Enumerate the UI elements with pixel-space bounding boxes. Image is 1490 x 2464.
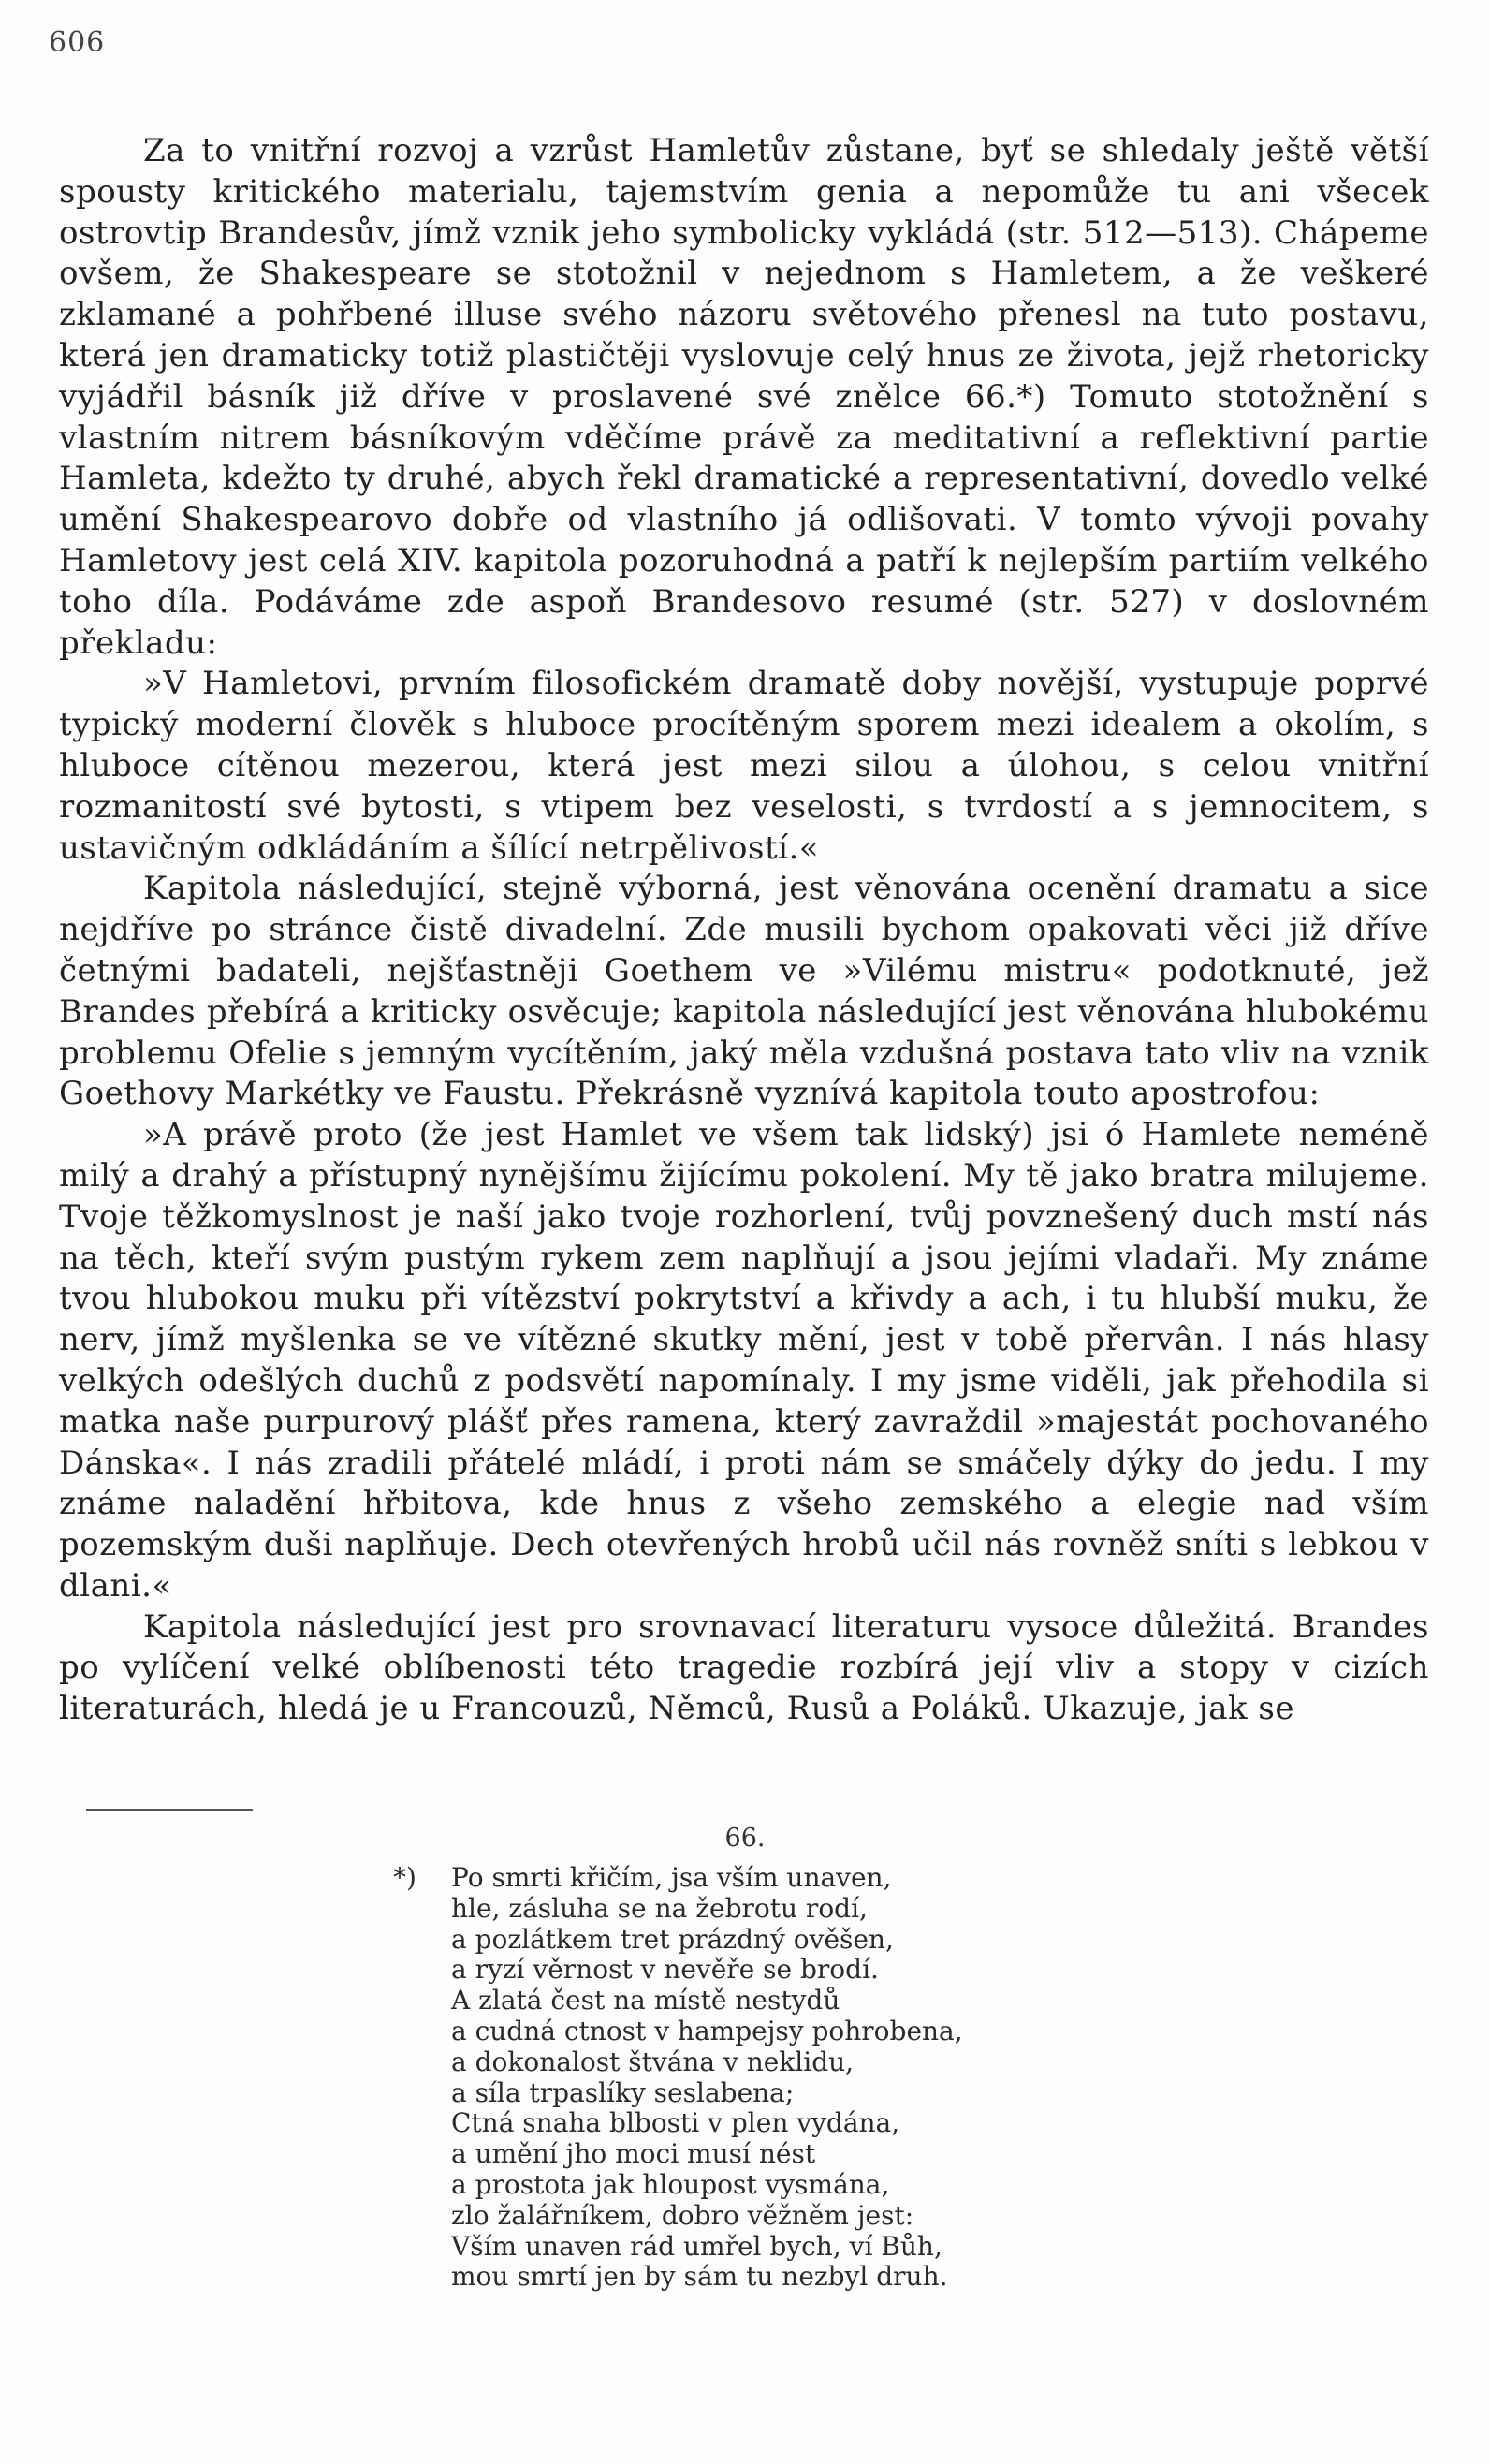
- paragraph-apostrophe-quote: »A právě proto (že jest Hamlet ve všem tak lidský) jsi ó Hamlete neméně milý a drahý a přístupný nynějšímu žijícímu pokolení. My tě jako bratra milujeme. Tvoje těžkomyslnost je naší jako tvoje rozhorlení, tvůj povznešený duch mstí nás na těch, kteří svým pustým rykem zem naplňují a jsou jejími vladaři. My známe tvou hlubokou muku při vítězství pokrytství a křivdy a ach, i tu hlubší muku, že nerv, jímž myšlenka se ve vítězné skutky mění, jest v tobě přervân. I nás hlasy velkých odešlých duchů z podsvětí napomínaly. I my jsme viděli, jak přehodila si matka naše purpurový plášť přes ramena, který zavraždil »majestát pochovaného Dánska«. I nás zradili přátelé mládí, i proti nám se smáčely dýky do jedu. I my známe naladění hřbitova, kde hnus z všeho zemského a elegie nad vším pozemským duši naplňuje. Dech otevřených hrobů učil nás rovněž sníti s lebkou v dlani.«: [59, 1116, 1429, 1605]
- page-number: 606: [49, 26, 106, 59]
- sonnet-line: a umění jho moci musí nést: [451, 2138, 816, 2170]
- paragraph-ofelie-chapter: Kapitola následující, stejně výborná, jest věnována ocenění dramatu a sice nejdříve po stránce čistě divadelní. Zde musili bychom opakovati věci již dříve četnými badateli, nejšťastněji Goethem ve »Vilému mistru« podotknuté, jež Brandes přebírá a kriticky osvěcuje; kapitola následující jest věnována hlubokému problemu Ofelie s jemným vycítěním, jaký měla vzdušná postava tato vliv na vznik Goethovy Markétky ve Faustu. Překrásně vyznívá kapitola touto apostrofou:: [59, 870, 1429, 1113]
- paragraph-hamlet-development: Za to vnitřní rozvoj a vzrůst Hamletův zůstane, byť se shledaly ještě větší spousty kritického materialu, tajemstvím genia a nepomůže tu ani všecek ostrovtip Brandesův, jímž vznik jeho symbolicky vykládá (str. 512—513). Chápeme ovšem, že Shakespeare se stotožnil v nejednom s Hamletem, a že veškeré zklamané a pohřbené illuse svého názoru světového přenesl na tuto postavu, která jen dramaticky totiž plastičtěji vyslovuje celý hnus ze života, jejž rhetoricky vyjádřil básník již dříve v proslavené své znělce 66.*) Tomuto stotožnění s vlastním nitrem básníkovým vděčíme právě za meditativní a reflektivní partie Hamleta, kdežto ty druhé, abych řekl dramatické a representativní, dovedlo velké umění Shakespearovo dobře od vlastního já odlišovati. V tomto vývoji povahy Hamletovy jest celá XIV. kapitola pozoruhodná a patří k nejlepším partiím velkého toho díla. Podáváme zde aspoň Brandesovo resumé (str. 527) v doslovném překladu:: [59, 132, 1429, 662]
- footnote-divider: [86, 1809, 253, 1811]
- paragraph-resume-quote: »V Hamletovi, prvním filosofickém dramatě doby novější, vystupuje poprvé typický moderní člověk s hluboce procítěným sporem mezi idealem a okolím, s hluboce cítěnou mezerou, která jest mezi silou a úlohou, s celou vnitřní rozmanitostí své bytosti, s vtipem bez veselosti, s tvrdostí a s jemnocitem, s ustavičným odkládáním a šílící netrpělivostí.«: [59, 665, 1429, 867]
- footnote-mark: *): [393, 1862, 416, 1893]
- sonnet-line: Po smrti křičím, jsa vším unaven,: [451, 1862, 892, 1893]
- sonnet-line: Vším unaven rád umřel bych, ví Bůh,: [451, 2230, 942, 2262]
- footnote: [393, 1863, 963, 2293]
- sonnet-line: a pozlátkem tret prázdný ověšen,: [451, 1923, 894, 1955]
- sonnet-line: a síla trpaslíky seslabena;: [451, 2076, 795, 2108]
- sonnet-line: hle, zásluha se na žebrotu rodí,: [451, 1892, 868, 1924]
- sonnet-line: mou smrtí jen by sám tu nezbyl druh.: [451, 2261, 948, 2293]
- sonnet-line: a dokonalost štvána v neklidu,: [451, 2046, 855, 2077]
- sonnet-line: a prostota jak hloupost vysmána,: [451, 2168, 890, 2200]
- sonnet-line: zlo žalářníkem, dobro věžněm jest:: [451, 2199, 914, 2231]
- sonnet-line: Ctná snaha blbosti v plen vydána,: [451, 2107, 900, 2139]
- footnote-sonnet-number: 66.: [724, 1824, 766, 1853]
- body-text: [59, 131, 1429, 1730]
- sonnet-line: a ryzí věrnost v nevěře se brodí.: [451, 1954, 879, 1986]
- sonnet-line: a cudná ctnost v hampejsy pohrobena,: [451, 2015, 963, 2046]
- sonnet-line: A zlatá čest na místě nestydů: [451, 1985, 840, 2017]
- footnote-sonnet: [451, 1863, 963, 2293]
- paragraph-comparative-literature: Kapitola následující jest pro srovnavací literaturu vysoce důležitá. Brandes po vylíčení velké oblíbenosti této tragedie rozbírá její vliv a stopy v cizích literaturách, hledá je u Francouzů, Němců, Rusů a Poláků. Ukazuje, jak se: [59, 1607, 1429, 1728]
